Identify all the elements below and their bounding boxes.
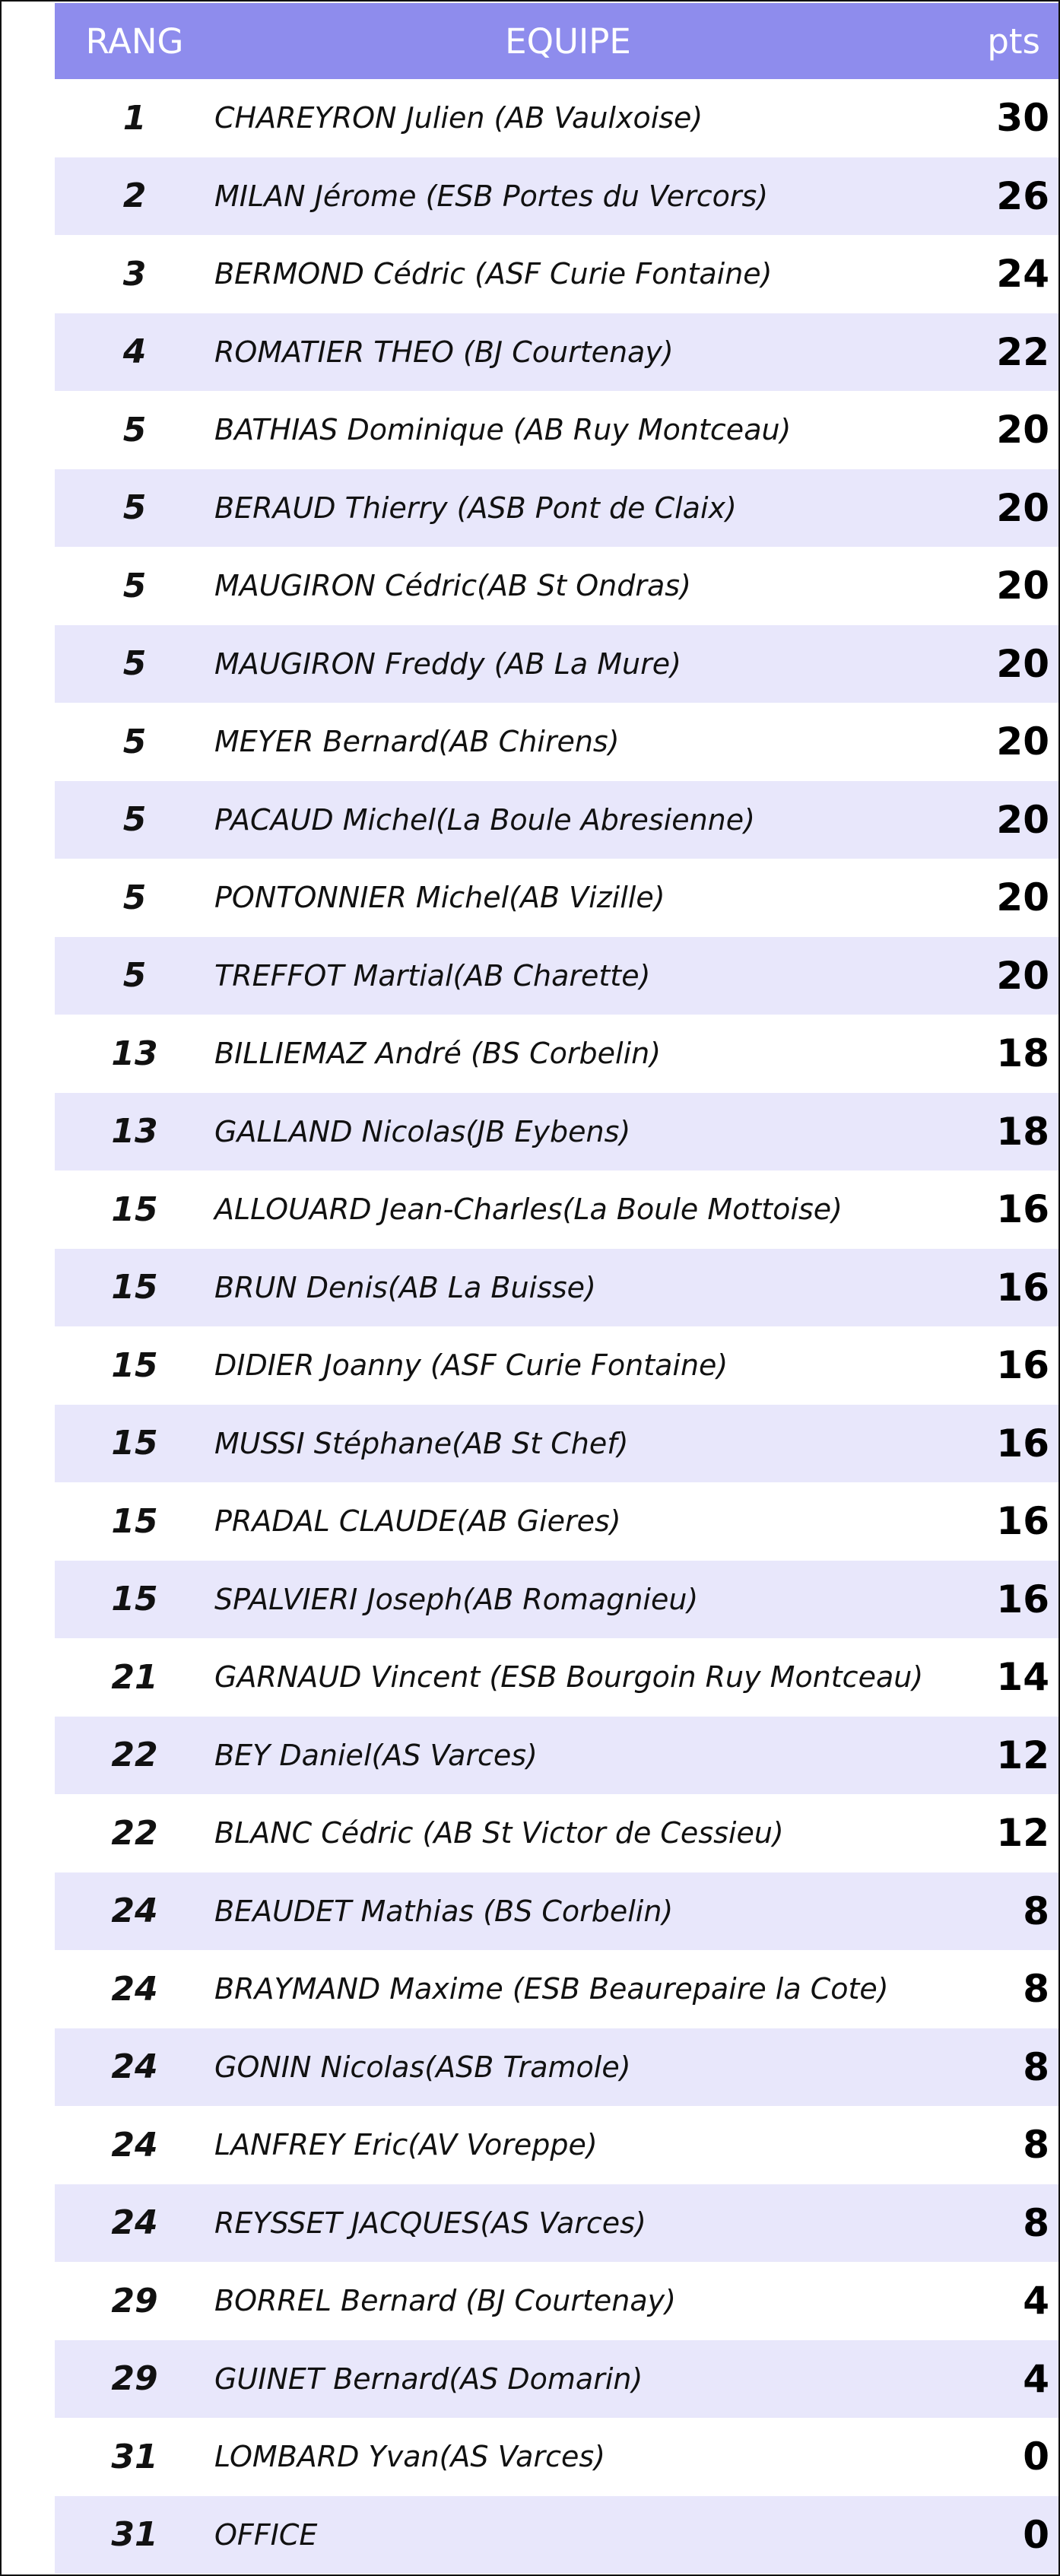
team-cell: GUINET Bernard(AS Domarin) bbox=[214, 2362, 643, 2396]
table-row bbox=[55, 1950, 1058, 2028]
points-cell: 8 bbox=[1023, 2044, 1049, 2089]
team-cell: BERAUD Thierry (ASB Pont de Claix) bbox=[214, 491, 737, 525]
points-cell: 20 bbox=[996, 719, 1049, 764]
team-cell: MAUGIRON Cédric(AB St Ondras) bbox=[214, 569, 691, 603]
rank-cell: 29 bbox=[111, 2359, 158, 2399]
points-cell: 8 bbox=[1023, 2200, 1049, 2245]
points-cell: 26 bbox=[996, 173, 1049, 218]
points-cell: 20 bbox=[996, 564, 1049, 608]
team-cell: BLANC Cédric (AB St Victor de Cessieu) bbox=[214, 1816, 784, 1850]
rank-cell: 2 bbox=[122, 176, 147, 216]
rank-cell: 15 bbox=[111, 1190, 158, 1229]
table-row bbox=[55, 2106, 1058, 2184]
rank-cell: 22 bbox=[111, 1736, 158, 1775]
table-row bbox=[55, 2418, 1058, 2496]
team-cell: BATHIAS Dominique (AB Ruy Montceau) bbox=[214, 413, 792, 447]
points-cell: 8 bbox=[1023, 2123, 1049, 2168]
points-cell: 4 bbox=[1023, 2279, 1049, 2323]
table-row bbox=[55, 625, 1058, 704]
points-cell: 20 bbox=[996, 953, 1049, 998]
team-cell: MAUGIRON Freddy (AB La Mure) bbox=[214, 646, 681, 681]
team-cell: ROMATIER THEO (BJ Courtenay) bbox=[214, 335, 674, 369]
points-cell: 0 bbox=[1023, 2512, 1049, 2557]
rank-cell: 15 bbox=[111, 1501, 158, 1541]
team-cell: REYSSET JACQUES(AS Varces) bbox=[214, 2206, 646, 2240]
rank-cell: 24 bbox=[111, 2047, 158, 2087]
table-row bbox=[55, 235, 1058, 313]
rank-cell: 5 bbox=[122, 566, 147, 605]
table-row bbox=[55, 1872, 1058, 1951]
points-cell: 16 bbox=[996, 1421, 1049, 1466]
rank-cell: 31 bbox=[111, 2437, 158, 2476]
rank-cell: 29 bbox=[111, 2281, 158, 2320]
rank-cell: 1 bbox=[122, 98, 147, 138]
points-cell: 16 bbox=[996, 1187, 1049, 1232]
points-cell: 20 bbox=[996, 485, 1049, 530]
team-cell: LANFREY Eric(AV Voreppe) bbox=[214, 2128, 598, 2162]
rank-cell: 21 bbox=[111, 1657, 158, 1697]
team-cell: BRAYMAND Maxime (ESB Beaurepaire la Cote) bbox=[214, 1972, 889, 2006]
rank-cell: 5 bbox=[122, 644, 147, 684]
table-row bbox=[55, 781, 1058, 859]
table-row bbox=[55, 859, 1058, 937]
points-cell: 16 bbox=[996, 1265, 1049, 1310]
points-cell: 22 bbox=[996, 329, 1049, 374]
table-row bbox=[55, 1326, 1058, 1405]
table-row bbox=[55, 703, 1058, 781]
team-cell: OFFICE bbox=[214, 2517, 318, 2552]
table-row bbox=[55, 2340, 1058, 2419]
team-cell: GALLAND Nicolas(JB Eybens) bbox=[214, 1114, 631, 1148]
table-row bbox=[55, 2262, 1058, 2340]
team-cell: MUSSI Stéphane(AB St Chef) bbox=[214, 1426, 629, 1460]
points-cell: 20 bbox=[996, 797, 1049, 842]
table-row bbox=[55, 2496, 1058, 2574]
table-body bbox=[55, 79, 1058, 2574]
team-cell: MILAN Jérome (ESB Portes du Vercors) bbox=[214, 179, 769, 213]
team-cell: BILLIEMAZ André (BS Corbelin) bbox=[214, 1037, 662, 1071]
points-cell: 20 bbox=[996, 408, 1049, 453]
points-cell: 8 bbox=[1023, 1888, 1049, 1933]
rank-cell: 24 bbox=[111, 2203, 158, 2243]
rank-cell: 4 bbox=[122, 332, 147, 372]
team-cell: DIDIER Joanny (ASF Curie Fontaine) bbox=[214, 1348, 728, 1383]
points-cell: 24 bbox=[996, 252, 1049, 297]
points-cell: 16 bbox=[996, 1343, 1049, 1388]
team-cell: PONTONNIER Michel(AB Vizille) bbox=[214, 881, 665, 915]
points-cell: 16 bbox=[996, 1577, 1049, 1622]
table-row bbox=[55, 469, 1058, 548]
rank-cell: 5 bbox=[122, 410, 147, 449]
team-cell: PRADAL CLAUDE(AB Gieres) bbox=[214, 1504, 621, 1539]
rank-cell: 15 bbox=[111, 1580, 158, 1619]
team-cell: BEY Daniel(AS Varces) bbox=[214, 1738, 538, 1772]
rank-cell: 15 bbox=[111, 1345, 158, 1385]
table-row bbox=[55, 1093, 1058, 1171]
rank-cell: 22 bbox=[111, 1813, 158, 1853]
points-cell: 8 bbox=[1023, 1967, 1049, 2012]
team-cell: PACAUD Michel(La Boule Abresienne) bbox=[214, 802, 755, 837]
team-cell: GARNAUD Vincent (ESB Bourgoin Ruy Montceau) bbox=[214, 1660, 924, 1695]
team-cell: BEAUDET Mathias (BS Corbelin) bbox=[214, 1894, 674, 1928]
table-header bbox=[55, 3, 1058, 79]
table-row bbox=[55, 157, 1058, 236]
table-row bbox=[55, 547, 1058, 625]
rank-cell: 15 bbox=[111, 1424, 158, 1463]
rank-cell: 24 bbox=[111, 2125, 158, 2165]
rank-cell: 13 bbox=[111, 1112, 158, 1151]
team-cell: MEYER Bernard(AB Chirens) bbox=[214, 725, 620, 759]
table-row bbox=[55, 2028, 1058, 2107]
table-row bbox=[55, 1561, 1058, 1639]
table-row bbox=[55, 313, 1058, 392]
team-cell: GONIN Nicolas(ASB Tramole) bbox=[214, 2050, 631, 2084]
team-cell: BORREL Bernard (BJ Courtenay) bbox=[214, 2284, 676, 2318]
rank-cell: 5 bbox=[122, 722, 147, 761]
points-cell: 20 bbox=[996, 875, 1049, 920]
rank-cell: 5 bbox=[122, 956, 147, 996]
table-row bbox=[55, 391, 1058, 469]
team-cell: SPALVIERI Joseph(AB Romagnieu) bbox=[214, 1582, 699, 1616]
table-row bbox=[55, 1170, 1058, 1249]
points-cell: 20 bbox=[996, 641, 1049, 686]
team-cell: CHAREYRON Julien (AB Vaulxoise) bbox=[214, 101, 703, 135]
header-rang: RANG bbox=[85, 21, 184, 62]
table-row bbox=[55, 1249, 1058, 1327]
header-equipe: EQUIPE bbox=[505, 21, 631, 62]
team-cell: BERMOND Cédric (ASF Curie Fontaine) bbox=[214, 257, 773, 291]
rank-cell: 13 bbox=[111, 1034, 158, 1073]
team-cell: ALLOUARD Jean-Charles(La Boule Mottoise) bbox=[214, 1193, 843, 1227]
table-row bbox=[55, 1794, 1058, 1872]
points-cell: 18 bbox=[996, 1109, 1049, 1154]
rank-cell: 15 bbox=[111, 1268, 158, 1307]
rank-cell: 3 bbox=[122, 254, 147, 294]
points-cell: 12 bbox=[996, 1811, 1049, 1856]
table-row bbox=[55, 937, 1058, 1015]
table-row bbox=[55, 1015, 1058, 1093]
rank-cell: 5 bbox=[122, 488, 147, 528]
table-row bbox=[55, 1482, 1058, 1561]
table-row bbox=[55, 1638, 1058, 1717]
rank-cell: 5 bbox=[122, 800, 147, 840]
team-cell: BRUN Denis(AB La Buisse) bbox=[214, 1270, 596, 1304]
points-cell: 14 bbox=[996, 1655, 1049, 1700]
points-cell: 16 bbox=[996, 1499, 1049, 1544]
header-pts: pts bbox=[987, 21, 1040, 62]
points-cell: 18 bbox=[996, 1031, 1049, 1076]
team-cell: TREFFOT Martial(AB Charette) bbox=[214, 958, 651, 993]
rank-cell: 24 bbox=[111, 1969, 158, 2009]
team-cell: LOMBARD Yvan(AS Varces) bbox=[214, 2440, 605, 2474]
table-row bbox=[55, 1405, 1058, 1483]
points-cell: 12 bbox=[996, 1733, 1049, 1777]
points-cell: 30 bbox=[996, 96, 1049, 141]
points-cell: 4 bbox=[1023, 2356, 1049, 2401]
table-row bbox=[55, 2184, 1058, 2263]
points-cell: 0 bbox=[1023, 2435, 1049, 2479]
rank-cell: 5 bbox=[122, 878, 147, 917]
table-row bbox=[55, 1717, 1058, 1795]
ranking-table bbox=[55, 3, 1058, 2574]
table-row bbox=[55, 79, 1058, 157]
rank-cell: 24 bbox=[111, 1892, 158, 1931]
rank-cell: 31 bbox=[111, 2515, 158, 2555]
